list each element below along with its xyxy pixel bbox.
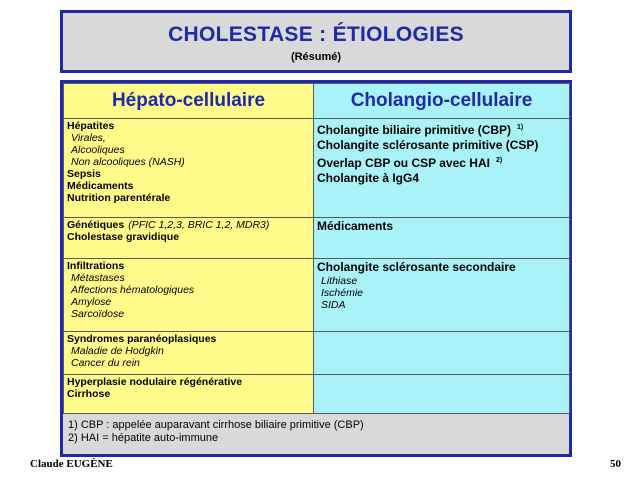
item-heading [67, 168, 310, 180]
hepatocellular-cell [64, 218, 314, 259]
sub-item [67, 284, 310, 296]
sub-item [67, 132, 310, 144]
item-heading [67, 219, 310, 231]
sub-item [67, 296, 310, 308]
item-text: Cholangite biliaire primitive (CBP) [317, 123, 512, 137]
item-text: Cholangite sclérosante primitive (CSP) [317, 138, 539, 152]
cholangiocellular-cell [314, 119, 570, 218]
item-text: Syndromes paranéoplasiques [67, 333, 217, 345]
item-text: Génétiques [67, 219, 125, 231]
item-text: Overlap CBP ou CSP avec HAI [317, 156, 490, 170]
sub-item [67, 308, 310, 320]
item-text: Infiltrations [67, 260, 125, 272]
item-heading [67, 388, 310, 400]
item-heading [67, 192, 310, 204]
footnote-marker: 2) [495, 157, 503, 164]
item-detail: (PFIC 1,2,3, BRIC 1,2, MDR3) [128, 219, 270, 231]
item-text: Maladie de Hodgkin [71, 345, 164, 357]
item-heading [67, 180, 310, 192]
slide-title: CHOLESTASE : ÉTIOLOGIES [168, 23, 464, 46]
sub-item [67, 144, 310, 156]
item-text: Médicaments [317, 219, 394, 233]
header-cholangiocellular: Cholangio-cellulaire [314, 84, 570, 119]
hepatocellular-cell [64, 259, 314, 332]
etiology-table [63, 83, 570, 414]
item-text: Sepsis [67, 168, 101, 180]
item-text: Sarcoïdose [71, 308, 125, 320]
author-name: Claude EUGÈNE [30, 458, 113, 470]
title-box [60, 10, 572, 73]
header-hepatocellular: Hépato-cellulaire [64, 84, 314, 119]
sub-item [67, 345, 310, 357]
footnote-1: 1) CBP : appelée auparavant cirrhose biliaire primitive (CBP) [68, 419, 364, 431]
sub-item [67, 156, 310, 168]
footnote-marker: 1) [517, 124, 524, 131]
table-row [64, 119, 570, 218]
item-text: Virales, [71, 132, 106, 144]
table-row [64, 259, 570, 332]
item-text: Affections hématologiques [71, 284, 195, 296]
item-heading [67, 231, 310, 243]
item-heading [317, 219, 566, 234]
item-heading [317, 171, 566, 186]
item-text: Médicaments [67, 180, 134, 192]
table-row [64, 375, 570, 414]
item-heading [67, 333, 310, 345]
item-heading [67, 260, 310, 272]
table-row [64, 218, 570, 259]
hepatocellular-cell [64, 119, 314, 218]
sub-item [67, 272, 310, 284]
item-text: SIDA [321, 299, 346, 311]
item-text: Hépatites [67, 120, 115, 132]
cholangiocellular-cell [314, 259, 570, 332]
table-body [64, 119, 570, 414]
item-text: Nutrition parentérale [67, 192, 171, 204]
item-text: Lithiase [321, 275, 358, 287]
item-heading [67, 120, 310, 132]
item-text: Métastases [71, 272, 125, 284]
sub-item [317, 287, 566, 299]
sub-item [67, 357, 310, 369]
item-text: Cholangite sclérosante secondaire [317, 260, 516, 274]
item-heading [67, 376, 310, 388]
item-text: Cirrhose [67, 388, 111, 400]
item-text: Ischémie [321, 287, 364, 299]
item-text: Cancer du rein [71, 357, 140, 369]
table-header-row [64, 84, 570, 119]
item-heading [317, 260, 566, 275]
item-text: Cholangite à IgG4 [317, 171, 420, 185]
item-heading [317, 120, 566, 138]
sub-item [317, 275, 566, 287]
item-heading [317, 138, 566, 153]
item-text: Cholestase gravidique [67, 231, 180, 243]
etiology-table-frame [60, 80, 572, 457]
footnotes [63, 414, 569, 450]
table-row [64, 332, 570, 375]
item-text: Non alcooliques (NASH) [71, 156, 185, 168]
item-text: Amylose [71, 296, 112, 308]
hepatocellular-cell [64, 375, 314, 414]
sub-item [317, 299, 566, 311]
item-text: Hyperplasie nodulaire régénérative [67, 376, 243, 388]
page-number: 50 [610, 458, 621, 470]
slide-subtitle: (Résumé) [290, 51, 342, 63]
cholangiocellular-cell [314, 218, 570, 259]
item-heading [317, 153, 566, 171]
item-text: Alcooliques [71, 144, 125, 156]
hepatocellular-cell [64, 332, 314, 375]
footnote-2: 2) HAI = hépatite auto-immune [68, 432, 219, 444]
cholangiocellular-cell [314, 332, 570, 375]
cholangiocellular-cell [314, 375, 570, 414]
